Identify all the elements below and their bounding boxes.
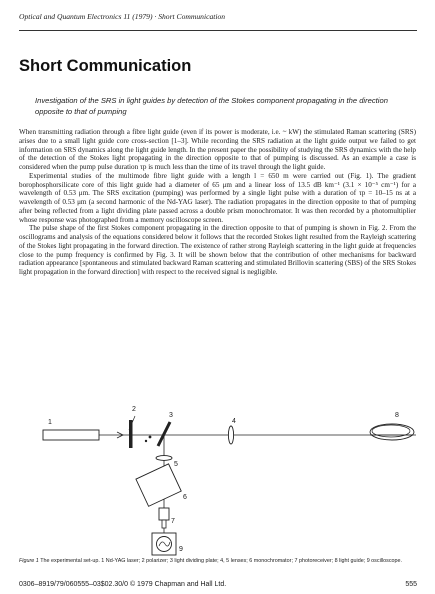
laser-box [43,430,99,440]
article-body [19,128,416,277]
caption-label: Figure 1 [19,558,39,564]
figure-label: 4 [232,418,236,425]
figure-label: 7 [171,518,175,525]
lens-4 [228,426,233,444]
figure-label: 3 [169,412,173,419]
figure-label: 9 [179,546,183,553]
paragraph-2: Experimental studies of the multimode fibre light guide with a length l = 650 m were carried out (Fig. 1). The gradient borophosphorsilicate core of this light guide had a diameter of 65 μm and a linear loss of 13.5 dB km⁻¹ (3.1 × 10⁻⁵ cm⁻¹) for a wavelength of 0.53 μm. The SRS excitation (pumping) was performed by a single light pulse with a duration of τp = 10–15 ns at a wavelength of 0.53 μm (a second harmonic of the Nd-YAG laser). The radiation propagates in the direction opposite to that of pumping after being reflected from a light dividing plate passed across a double prism monochromator. It was then recorded by a photomultiplier whose response was photographed from a memory oscilloscope screen. [19,171,416,224]
figure-label: 5 [174,461,178,468]
caption-text: The experimental set-up. 1 Nd-YAG laser; 2 polarizer; 3 light dividing plate; 4, 5 lenses; 6 monochromator; 7 photoreceiver; 8 light guide; 9 oscilloscope. [40,558,403,564]
polarizer [129,420,133,448]
figure-label: 2 [132,406,136,413]
figure-label: 8 [395,412,399,419]
setup-schematic [19,358,416,558]
running-head: Optical and Quantum Electronics 11 (1979) · Short Communication [19,12,226,21]
header-rule [19,30,417,31]
figure-label: 1 [48,419,52,426]
copyright-line: 0306–8919/79/060555–03$02.30/0 © 1979 Chapman and Hall Ltd. [19,581,227,588]
figure-caption [19,558,419,565]
lens-5 [156,456,172,461]
figure-label: 6 [183,494,187,501]
polarization-dot [145,440,147,442]
paragraph-3: The pulse shape of the first Stokes component propagating in the direction opposite to that of pumping is shown in Fig. 2. From the oscillograms and analysis of the equations considered below it follows that the recorded Stokes light resulted from the Rayleigh scattering of the Stokes light propagating in the forward direction. The existence of rather strong Rayleigh scattering in the light guide at frequencies close to the pump frequency is confirmed by Fig. 3. It will be shown below that the contribution of other mechanisms for backward radiation appearance [spontaneous and stimulated backward Raman scattering and stimulated Brillovin scattering (SBS) of the SRS Stokes light propagation in the forward direction] with respect to the received signal is negligible. [19,224,417,276]
article-title: Investigation of the SRS in light guides by detection of the Stokes component propagating in the direction opposite to that of pumping [35,96,388,116]
light-guide-coil [370,424,414,440]
section-heading: Short Communication [19,57,192,75]
photoreceiver [159,508,169,520]
page-number: 555 [405,581,417,588]
photoreceiver-stem [162,520,166,528]
page-footer [19,580,417,590]
figure-1-setup-diagram [19,358,416,558]
polarization-dot [149,436,152,439]
monochromator [136,464,181,506]
paragraph-1: When transmitting radiation through a fibre light guide (even if its power is moderate, i.e. ~ kW) the stimulated Raman scattering (SRS) arises due to a small light guide core cross-section [1–3]. While recording the SRS radiation at the light guide output we failed to get information on SRS dynamics along the light guide length. In the present paper the possibility of studying the SRS dynamics with the help of the detection of the Stokes light propagating in the direction opposite to that of pumping is discussed. As an example a case is considered when the pump pulse duration τp is much less than the time of its travel through the light guide. [19,128,416,171]
